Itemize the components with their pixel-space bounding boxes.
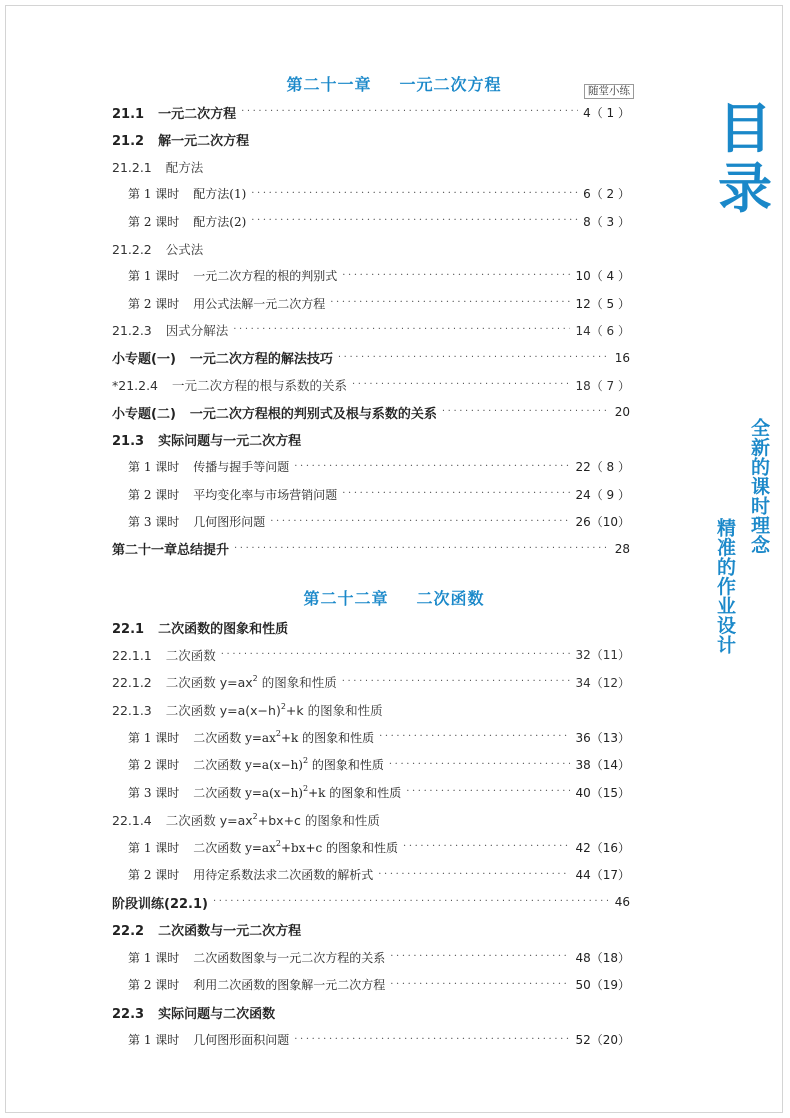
toc-entry[interactable] xyxy=(128,484,630,504)
toc-entry-page: 22（ 8 ） xyxy=(575,460,630,475)
toc-entry-label: 第 1 课时 传播与握手等问题 xyxy=(128,460,290,475)
toc-entry[interactable] xyxy=(112,645,630,665)
toc-entry[interactable] xyxy=(128,782,630,802)
toc-entry[interactable] xyxy=(112,102,630,122)
leader-dots xyxy=(338,348,610,368)
toc-entry[interactable] xyxy=(128,1030,630,1050)
toc-entry-label: 第二十一章总结提升 xyxy=(112,543,230,559)
toc-entry[interactable] xyxy=(112,700,630,720)
toc-entry[interactable] xyxy=(112,157,630,177)
leader-dots xyxy=(330,293,570,313)
toc-entry-label: 22.1.1 二次函数 xyxy=(112,647,216,663)
toc-entry[interactable] xyxy=(128,755,630,775)
toc-entry-label: 小专题(一) 一元二次方程的解法技巧 xyxy=(112,352,333,368)
toc-entry-page: 18（ 7 ） xyxy=(575,378,630,393)
toc-entry[interactable] xyxy=(112,617,630,637)
toc-entry[interactable] xyxy=(128,865,630,885)
leader-dots xyxy=(352,375,570,395)
toc-entry-page: 24（ 9 ） xyxy=(575,487,630,502)
toc-entry[interactable] xyxy=(128,211,630,231)
toc-entry[interactable] xyxy=(112,375,630,395)
toc-entry[interactable] xyxy=(112,348,630,368)
toc-entry-page: 10（ 4 ） xyxy=(575,269,630,284)
toc-entry-label: 第 2 课时 平均变化率与市场营销问题 xyxy=(128,487,338,502)
toc-entry-label: 21.2.1 配方法 xyxy=(112,159,204,175)
leader-dots xyxy=(403,837,570,857)
toc-entry-label: 22.1 二次函数的图象和性质 xyxy=(112,621,289,637)
chapter-21-title xyxy=(6,72,782,95)
chapter-21-name: 一元二次方程 xyxy=(399,75,502,94)
toc-entry[interactable] xyxy=(112,129,630,149)
toc-entry-label: 22.2 二次函数与一元二次方程 xyxy=(112,924,302,939)
toc-entry-label: 22.1.4 二次函数 $y=ax^2+bx+c$ 的图象和性质 xyxy=(112,811,380,828)
suitang-tag: 随堂小练 xyxy=(584,84,634,99)
toc-entry-label: 第 1 课时 二次函数图象与一元二次方程的关系 xyxy=(128,950,386,965)
toc-entry-page: 20 xyxy=(614,405,630,420)
leader-dots xyxy=(389,755,571,775)
toc-entry-page: 50（19） xyxy=(575,978,630,992)
side-title-mu: 目 xyxy=(718,97,772,160)
chapter-22-number: 第二十二章 xyxy=(303,589,389,608)
toc-entry-label: 第 2 课时 配方法(2) xyxy=(128,214,247,229)
slogan-1: 全新的课时理念 xyxy=(748,418,770,555)
toc-entry[interactable] xyxy=(112,402,630,422)
leader-dots xyxy=(379,727,570,747)
toc-entry[interactable] xyxy=(112,920,630,940)
toc-entry-label: 第 1 课时 配方法(1) xyxy=(128,187,247,202)
toc-entry-page: 32（11） xyxy=(575,648,630,662)
toc-entry-page: 48（18） xyxy=(575,950,630,965)
chapter-22-title xyxy=(6,586,782,609)
leader-dots xyxy=(378,865,570,885)
toc-entry-page: 26（10） xyxy=(575,515,630,529)
toc-entry[interactable] xyxy=(128,727,630,747)
toc-entry[interactable] xyxy=(112,892,630,912)
leader-dots xyxy=(342,266,570,286)
toc-entry[interactable] xyxy=(112,672,630,692)
leader-dots xyxy=(270,512,570,532)
toc-entry-page: 52（20） xyxy=(575,1033,630,1047)
chapter-22-name: 二次函数 xyxy=(416,589,485,608)
toc-entry-label: 小专题(二) 一元二次方程根的判别式及根与系数的关系 xyxy=(112,406,437,422)
toc-entry-label: 21.3 实际问题与一元二次方程 xyxy=(112,434,302,450)
leader-dots xyxy=(294,457,570,477)
toc-entry[interactable] xyxy=(112,810,630,830)
toc-entry-label: 21.2 解一元二次方程 xyxy=(112,133,250,149)
toc-entry-label: 第 3 课时 二次函数 $y=a(x-h)^2+k$ 的图象和性质 xyxy=(128,783,402,800)
toc-entry-label: 21.2.3 因式分解法 xyxy=(112,323,229,339)
leader-dots xyxy=(233,320,570,340)
toc-entry-label: 第 1 课时 几何图形面积问题 xyxy=(128,1033,290,1047)
toc-entry-label: 第 1 课时 二次函数 $y=ax^2+bx+c$ 的图象和性质 xyxy=(128,838,399,855)
leader-dots xyxy=(213,892,610,912)
toc-entry-page: 8（ 3 ） xyxy=(583,214,630,229)
leader-dots xyxy=(234,539,610,559)
toc-entry-page: 46 xyxy=(614,895,630,909)
toc-entry-label: 第 3 课时 几何图形问题 xyxy=(128,515,266,529)
toc-entry-page: 12（ 5 ） xyxy=(575,296,630,311)
toc-entry[interactable] xyxy=(128,184,630,204)
toc-entry-page: 4（ 1 ） xyxy=(583,105,630,120)
side-title-lu: 录 xyxy=(718,157,772,220)
toc-entry[interactable] xyxy=(128,266,630,286)
leader-dots xyxy=(442,402,610,422)
toc-entry-label: 第 1 课时 二次函数 $y=ax^2+k$ 的图象和性质 xyxy=(128,728,375,745)
toc-entry-label: 第 2 课时 用待定系数法求二次函数的解析式 xyxy=(128,868,374,882)
toc-entry[interactable] xyxy=(112,1002,630,1022)
leader-dots xyxy=(294,1030,570,1050)
toc-entry-label: 第 2 课时 二次函数 $y=a(x-h)^2$ 的图象和性质 xyxy=(128,756,384,772)
toc-entry[interactable] xyxy=(112,430,630,450)
toc-entry-page: 16 xyxy=(614,350,630,365)
toc-entry[interactable] xyxy=(128,975,630,995)
chapter-21-number: 第二十一章 xyxy=(286,75,372,94)
toc-entry[interactable] xyxy=(112,239,630,259)
leader-dots xyxy=(390,975,570,995)
toc-entry-page: 28 xyxy=(614,541,630,556)
toc-entry-label: 第 2 课时 利用二次函数的图象解一元二次方程 xyxy=(128,978,386,992)
toc-entry-page: 44（17） xyxy=(575,868,630,882)
toc-entry[interactable] xyxy=(128,293,630,313)
toc-entry[interactable] xyxy=(128,457,630,477)
toc-entry-label: 第 1 课时 一元二次方程的根的判别式 xyxy=(128,269,338,284)
toc-entry-page: 36（13） xyxy=(575,730,630,745)
toc-entry[interactable] xyxy=(128,837,630,857)
toc-entry-page: 42（16） xyxy=(575,840,630,855)
toc-entry-page: 40（15） xyxy=(575,785,630,800)
toc-entry-label: 21.2.2 公式法 xyxy=(112,241,204,257)
toc-entry-label: 22.1.3 二次函数 $y=a(x-h)^2+k$ 的图象和性质 xyxy=(112,701,383,718)
toc-entry-label: 阶段训练(22.1) xyxy=(112,896,208,912)
leader-dots xyxy=(241,102,578,122)
toc-entry[interactable] xyxy=(112,539,630,559)
toc-entry[interactable] xyxy=(128,512,630,532)
leader-dots xyxy=(342,672,571,692)
leader-dots xyxy=(251,184,578,204)
leader-dots xyxy=(251,211,578,231)
toc-entry-page: 34（12） xyxy=(575,675,630,690)
toc-page xyxy=(5,5,783,1113)
toc-entry-label: 22.1.2 二次函数 $y=ax^2$ 的图象和性质 xyxy=(112,674,337,690)
leader-dots xyxy=(406,782,570,802)
toc-entry-page: 6（ 2 ） xyxy=(583,187,630,202)
toc-entry[interactable] xyxy=(112,320,630,340)
leader-dots xyxy=(342,484,570,504)
toc-entry-label: 22.3 实际问题与二次函数 xyxy=(112,1006,276,1022)
toc-entry-label: *21.2.4 一元二次方程的根与系数的关系 xyxy=(112,378,348,393)
toc-entry[interactable] xyxy=(128,947,630,967)
toc-entry-label: 第 2 课时 用公式法解一元二次方程 xyxy=(128,296,326,311)
leader-dots xyxy=(221,645,571,665)
leader-dots xyxy=(390,947,570,967)
slogan-2: 精准的作业设计 xyxy=(714,518,736,655)
toc-entry-page: 38（14） xyxy=(575,758,630,772)
toc-entry-label: 21.1 一元二次方程 xyxy=(112,106,237,122)
toc-entry-page: 14（ 6 ） xyxy=(575,323,630,338)
